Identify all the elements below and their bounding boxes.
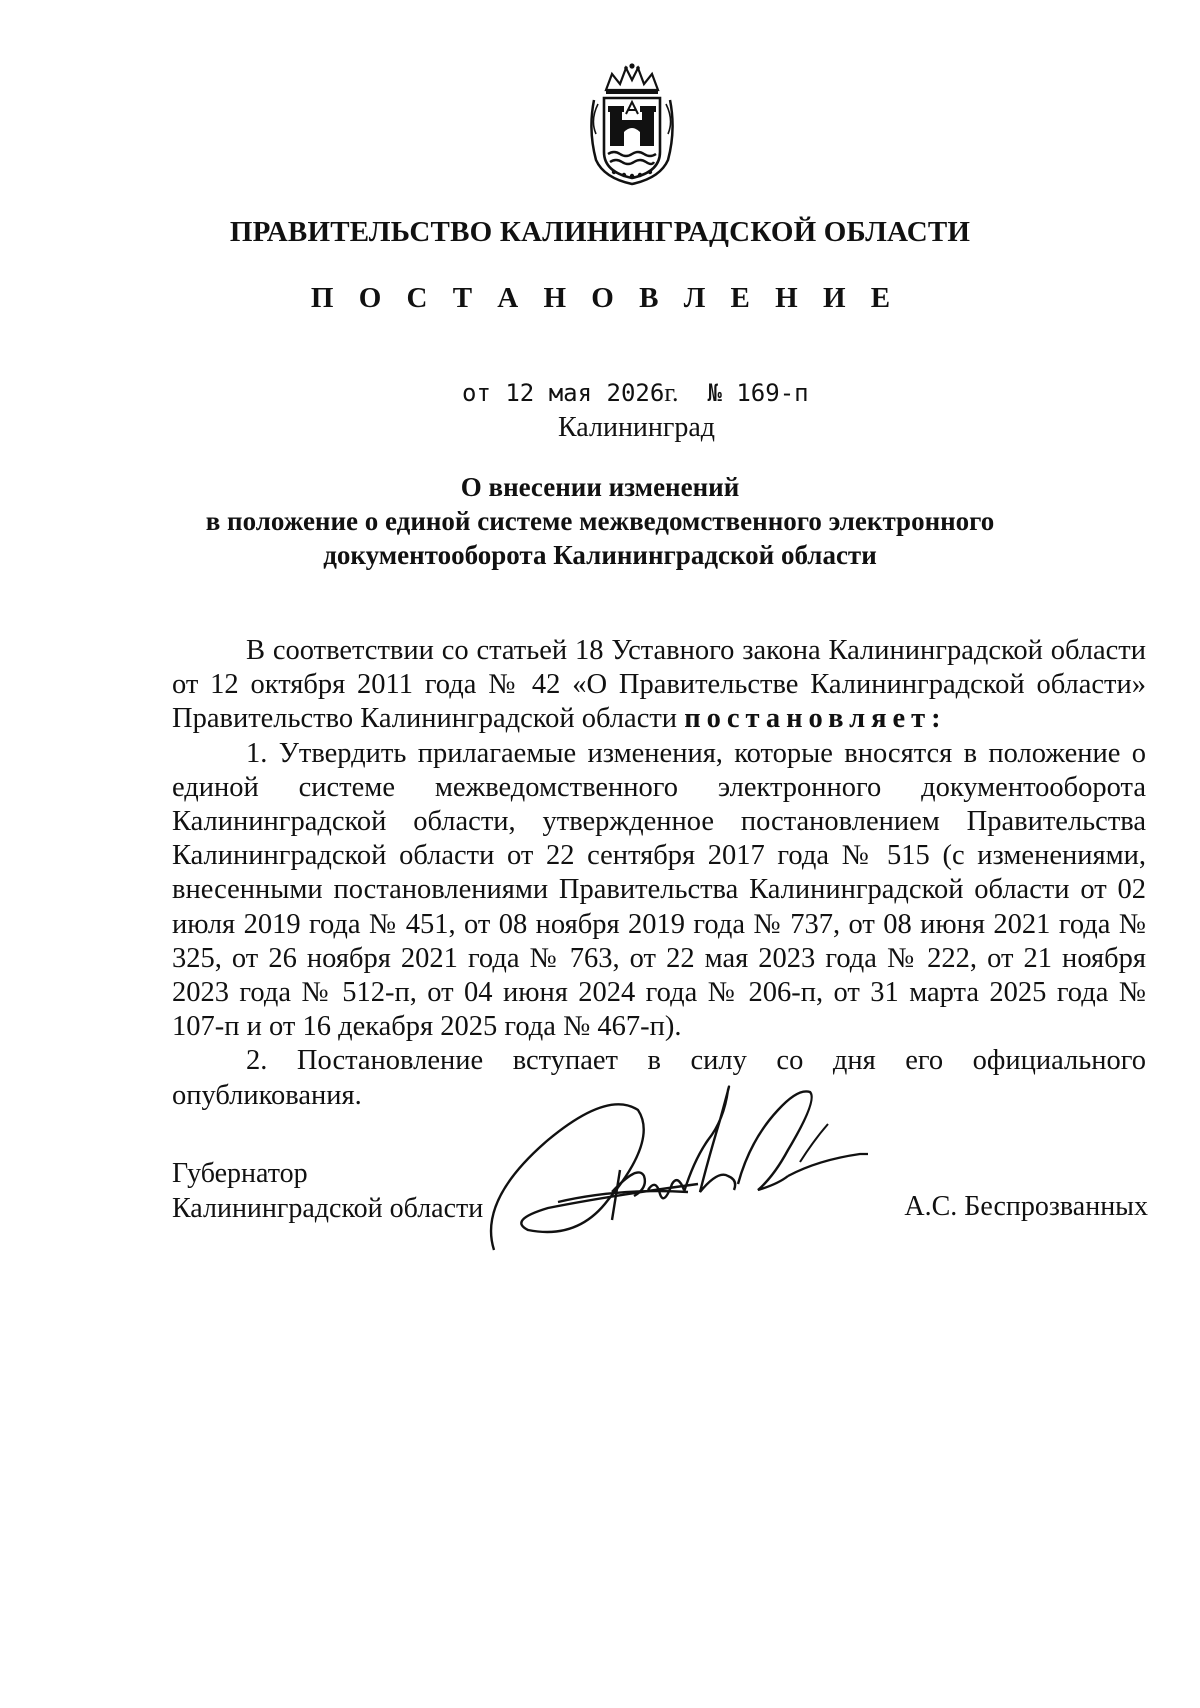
city: Калининград bbox=[558, 412, 716, 443]
subject-line-3: документооборота Калининградской области bbox=[323, 540, 877, 570]
date-suffix: г. bbox=[664, 378, 679, 407]
preamble-paragraph bbox=[172, 634, 1146, 737]
document-type: П О С Т А Н О В Л Е Н И Е bbox=[310, 282, 900, 314]
document-subject bbox=[0, 470, 1200, 572]
coat-of-arms-icon bbox=[584, 60, 680, 188]
number-value: 169-п bbox=[736, 379, 809, 407]
signatory-name: А.С. Беспрозванных bbox=[904, 1191, 1148, 1222]
organization-title: ПРАВИТЕЛЬСТВО КАЛИНИНГРАДСКОЙ ОБЛАСТИ bbox=[229, 216, 971, 248]
item-2-paragraph: 2. Постановление вступает в силу со дня его официального опубликования. bbox=[172, 1045, 1146, 1111]
subject-line-1: О внесении изменений bbox=[460, 472, 740, 502]
subject-line-2: в положение о единой системе межведомственного электронного bbox=[205, 506, 995, 536]
document-date-number bbox=[462, 378, 809, 408]
date-prefix: от bbox=[462, 379, 491, 407]
handwritten-signature bbox=[488, 1080, 908, 1260]
preamble-verb: постановляет: bbox=[684, 703, 947, 735]
date-value: 12 мая 2026 bbox=[505, 379, 665, 407]
item-1-paragraph: 1. Утвердить прилагаемые изменения, которые вносятся в положение о единой системе межведомственного электронного документооборота Калининградской области, утвержденное постановлением Правительства Калининградской области от 22 сентября 2017 года № 515 (с изменениями, внесенными постановлениями Правительства Калининградской области от 02 июля 2019 года № 451, от 08 ноября 2019 года № 737, от 08 июня 2021 года № 325, от 26 ноября 2021 года № 763, от 22 мая 2023 года № 222, от 21 ноября 2023 года № 512-п, от 04 июня 2024 года № 206-п, от 31 марта 2025 года № 107-п и от 16 декабря 2025 года № 467-п). bbox=[172, 737, 1146, 1043]
preamble-text: В соответствии со статьей 18 Уставного закона Калининградской области от 12 октября 2011 года № 42 «О Правительстве Калининградской области» Правительство Калининградской области bbox=[172, 635, 1146, 735]
signatory-position-line-1: Губернатор bbox=[172, 1158, 308, 1189]
number-prefix: № bbox=[707, 379, 722, 407]
signatory-position-line-2: Калининградской области bbox=[172, 1193, 484, 1224]
signatory-position bbox=[172, 1156, 483, 1226]
document-body bbox=[172, 634, 1146, 1113]
